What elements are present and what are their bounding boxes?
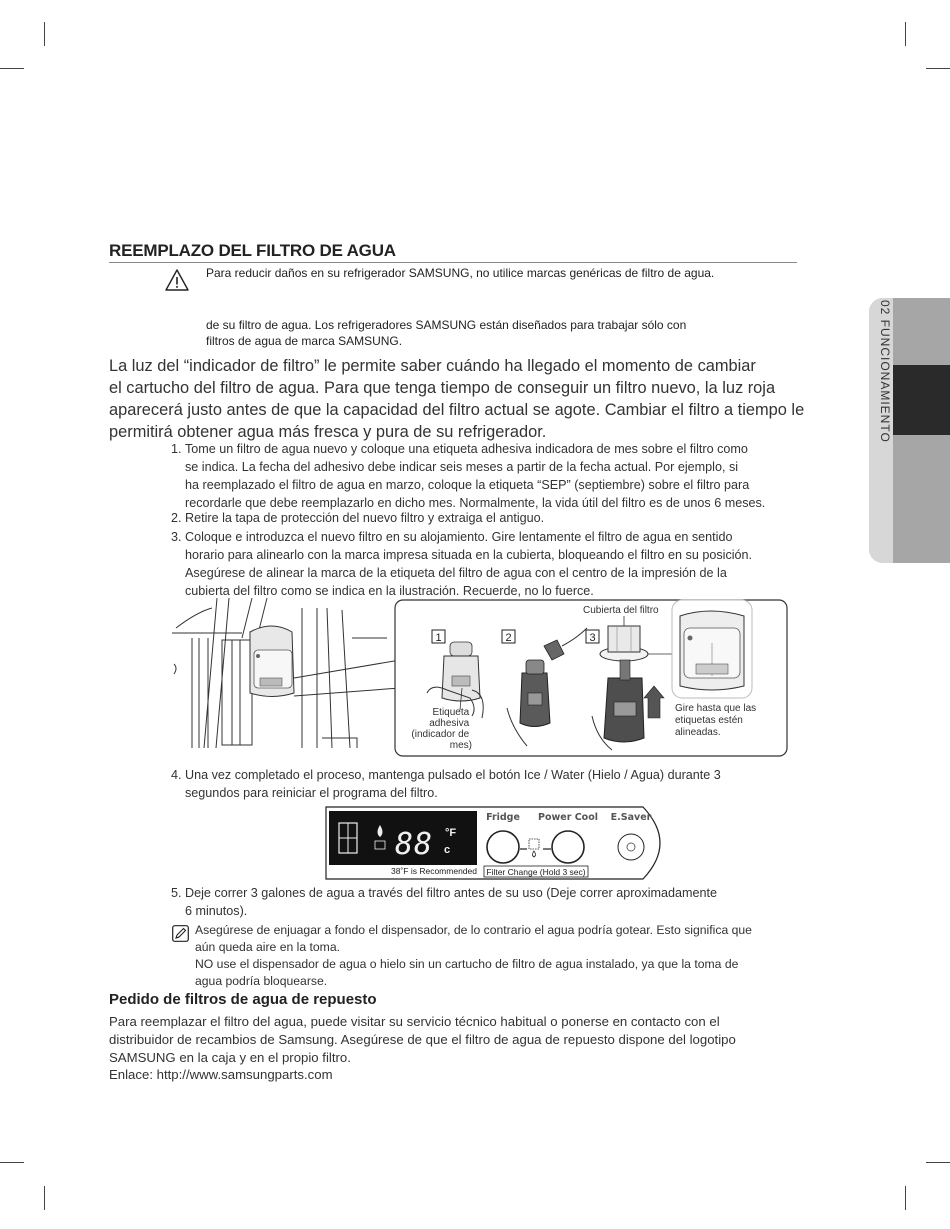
illustration-step-2: 2 <box>505 632 512 644</box>
intro-line: el cartucho del filtro de agua. Para que tenga tiempo de conseguir un filtro nuevo, la luz roja <box>109 379 776 397</box>
note-line: NO use el dispensador de agua o hielo sin un cartucho de filtro de agua instalado, ya que la toma de <box>195 957 739 971</box>
control-panel-illustration <box>325 805 678 881</box>
warning-subtext-line: filtros de agua de marca SAMSUNG. <box>206 334 403 348</box>
step-2 <box>171 509 791 527</box>
samsung-parts-link[interactable]: Enlace: http://www.samsungparts.com <box>109 1067 333 1082</box>
crop-mark <box>926 68 950 69</box>
chapter-label: 02 FUNCIONAMIENTO <box>878 300 892 443</box>
step-line: ha reemplazado el filtro de agua en marzo, coloque la etiqueta “SEP” (septiembre) sobre el filtro para <box>185 478 750 492</box>
illustration-step-1: 1 <box>435 632 442 644</box>
step-text <box>185 440 765 512</box>
step-line: horario para alinearlo con la marca impresa situada en la cubierta, bloqueando el filtro en su posición. <box>185 548 753 562</box>
align-label-line: etiquetas estén <box>675 715 743 726</box>
step-line: Coloque e introduzca el nuevo filtro en su alojamiento. Gire lentamente el filtro de agua en sentido <box>185 530 733 544</box>
order-line: SAMSUNG en la caja y en el propio filtro. <box>109 1050 351 1065</box>
step-line: Tome un filtro de agua nuevo y coloque una etiqueta adhesiva indicadora de mes sobre el filtro como <box>185 442 748 456</box>
filter-cartridge-installed <box>250 626 294 697</box>
temperature-display: 88 <box>395 827 434 862</box>
note-line: agua podría bloquearse. <box>195 974 328 988</box>
filter-change-label: Filter Change (Hold 3 sec) <box>486 867 586 877</box>
step-line: Retire la tapa de protección del nuevo filtro y extraiga el antiguo. <box>185 511 545 525</box>
power-cool-button[interactable] <box>552 831 584 863</box>
note-line: Asegúrese de enjuagar a fondo el dispensador, de lo contrario el agua podría gotear. Esto significa que <box>195 923 752 937</box>
step-5 <box>171 884 791 920</box>
unit-celsius: c <box>444 844 451 856</box>
step-number: 4. <box>171 768 182 782</box>
step-line: 6 minutos). <box>185 904 248 918</box>
recommended-text: 38˚F is Recommended <box>391 866 477 876</box>
step-line: Deje correr 3 galones de agua a través del filtro antes de su uso (Deje correr aproximadamente <box>185 886 718 900</box>
section-title: REEMPLAZO DEL FILTRO DE AGUA <box>109 241 396 260</box>
esaver-button-label: E.Saver <box>610 812 652 823</box>
step-1 <box>171 440 791 512</box>
illustration-step-3: 3 <box>589 632 596 644</box>
cover-label: Cubierta del filtro <box>583 605 659 616</box>
step-number: 3. <box>171 530 182 544</box>
step-text <box>185 766 721 802</box>
step-text <box>185 884 717 920</box>
note-text <box>195 922 775 990</box>
warning-subtext-line: de su filtro de agua. Los refrigeradores SAMSUNG están diseñados para trabajar sólo con <box>206 318 687 332</box>
sticker-label-line: Etiqueta <box>432 707 470 718</box>
step-text <box>185 528 752 600</box>
title-rule <box>109 262 797 263</box>
fridge-button[interactable] <box>487 831 519 863</box>
crop-mark <box>905 1186 906 1210</box>
step-number: 2. <box>171 511 182 525</box>
crop-mark <box>0 1162 24 1163</box>
esaver-button[interactable] <box>618 834 644 860</box>
crop-mark <box>0 68 24 69</box>
intro-paragraph <box>109 355 809 443</box>
step-4 <box>171 766 791 802</box>
crop-mark <box>44 22 45 46</box>
sticker-label-line: mes) <box>449 740 472 751</box>
zoomed-filter-detail <box>672 600 752 698</box>
step-line: cubierta del filtro como se indica en la ilustración. Recuerde, no lo fuerce. <box>185 584 594 598</box>
note-line: aún queda aire en la toma. <box>195 940 341 954</box>
warning-subtext <box>206 317 766 349</box>
filter-replacement-illustration <box>172 598 792 758</box>
order-paragraph <box>109 1013 789 1067</box>
crop-mark <box>926 1162 950 1163</box>
align-label-line: Gire hasta que las <box>675 703 757 714</box>
note-icon <box>172 925 189 942</box>
unit-fahrenheit: °F <box>445 827 457 839</box>
order-line: distribuidor de recambios de Samsung. Asegúrese de que el filtro de agua de repuesto dispone del logotipo <box>109 1032 736 1047</box>
step-line: Asegúrese de alinear la marca de la etiqueta del filtro de agua con el centro de la impresión de la <box>185 566 727 580</box>
step-line: se indica. La fecha del adhesivo debe indicar seis meses a partir de la fecha actual. Por ejemplo, si <box>185 460 739 474</box>
chapter-side-tab-marker <box>893 365 950 435</box>
sticker-label-line: (indicador de <box>411 729 470 740</box>
fridge-button-label: Fridge <box>486 812 520 823</box>
power-cool-button-label: Power Cool <box>538 812 598 823</box>
align-label-line: alineadas. <box>675 727 721 738</box>
intro-line: La luz del “indicador de filtro” le permite saber cuándo ha llegado el momento de cambiar <box>109 357 756 375</box>
warning-text: Para reducir daños en su refrigerador SAMSUNG, no utilice marcas genéricas de filtro de agua. <box>206 266 715 280</box>
crop-mark <box>905 22 906 46</box>
sticker-label-line: adhesiva <box>429 718 470 729</box>
step-number: 1. <box>171 442 182 456</box>
warning-icon <box>164 268 190 292</box>
step-line: recordarle que debe reemplazarlo en dicho mes. Normalmente, la vida útil del filtro es de unos 6 meses. <box>185 496 766 510</box>
order-section-title: Pedido de filtros de agua de repuesto <box>109 991 377 1008</box>
step-number: 5. <box>171 886 182 900</box>
step-3 <box>171 528 791 600</box>
intro-line: permitirá obtener agua más fresca y pura de su refrigerador. <box>109 423 547 441</box>
step-line: Una vez completado el proceso, mantenga pulsado el botón Ice / Water (Hielo / Agua) durante 3 <box>185 768 721 782</box>
step-text <box>185 509 544 527</box>
step-line: segundos para reiniciar el programa del filtro. <box>185 786 438 800</box>
order-line: Para reemplazar el filtro del agua, puede visitar su servicio técnico habitual o ponerse en contacto con el <box>109 1014 720 1029</box>
intro-line: aparecerá justo antes de que la capacidad del filtro actual se agote. Cambiar el filtro a tiempo le <box>109 401 805 419</box>
crop-mark <box>44 1186 45 1210</box>
